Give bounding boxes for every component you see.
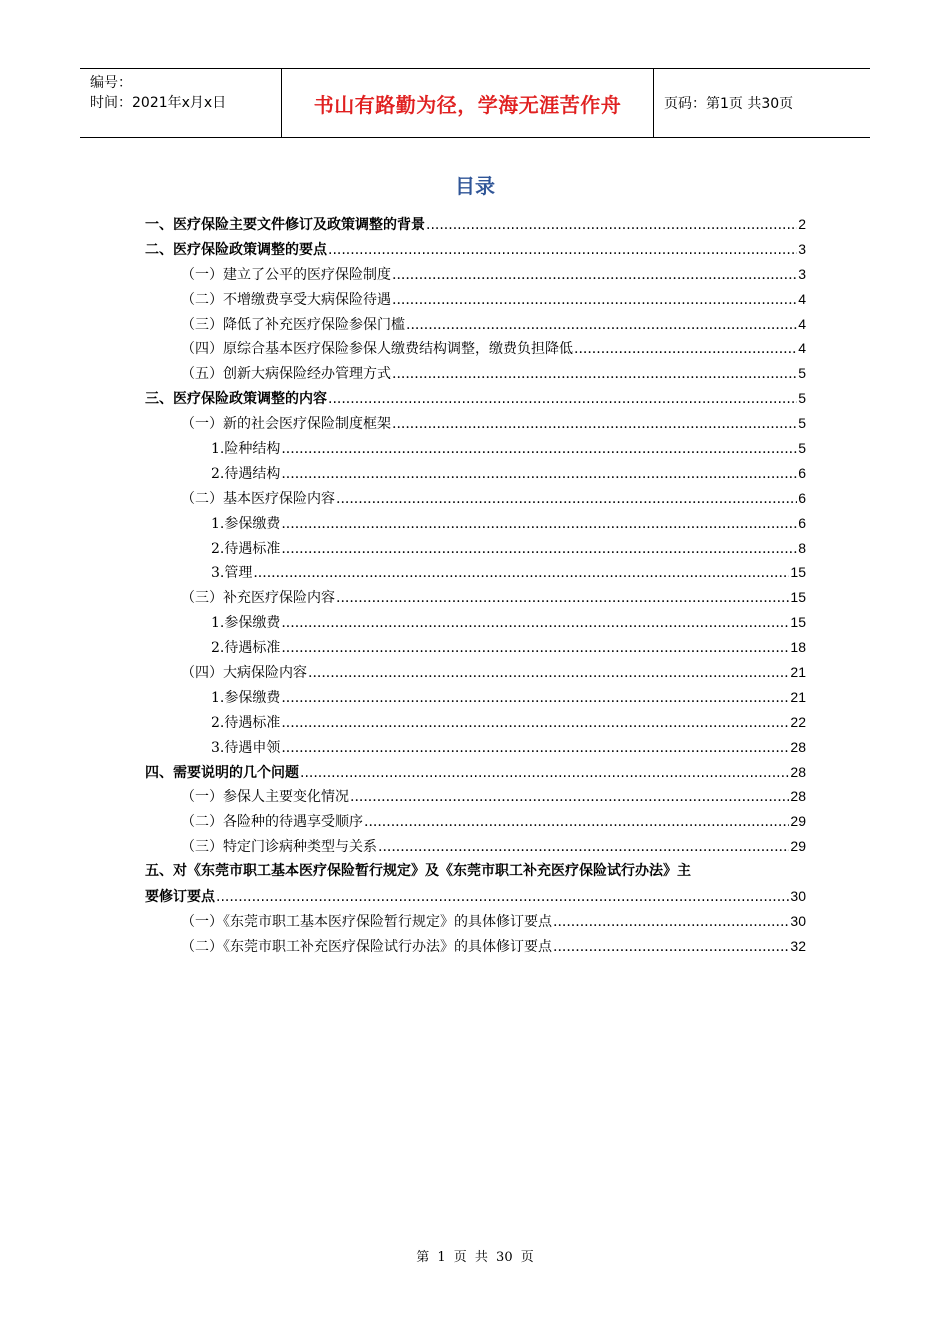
toc-entry[interactable] [145,809,806,834]
toc-entry[interactable] [145,436,806,461]
toc-entry-text: （二）基本医疗保险内容 [181,490,335,507]
header-motto: 书山有路勤为径，学海无涯苦作舟 [282,69,654,137]
toc-entry-text: （四）原综合基本医疗保险参保人缴费结构调整，缴费负担降低 [181,341,573,358]
toc-entry[interactable] [145,237,806,262]
toc-leader-dots [281,711,789,736]
toc-entry[interactable] [145,212,806,237]
toc-leader-dots [392,263,797,288]
toc-leader-dots [378,835,789,860]
toc-entry-text: 1.参保缴费 [211,515,281,532]
toc-entry-text: 五、对《东莞市职工基本医疗保险暂行规定》及《东莞市职工补充医疗保险试行办法》主 [145,863,691,880]
toc-entry[interactable] [145,536,806,561]
toc-entry-text: 2.待遇结构 [211,465,281,482]
toc-entry[interactable] [145,461,806,486]
toc-leader-dots [281,437,797,462]
toc-entry-text: （一）建立了公平的医疗保险制度 [181,266,391,283]
toc-entry-page: 5 [798,390,806,407]
toc-entry-page: 8 [798,539,806,556]
toc-entry-text: （一）《东莞市职工基本医疗保险暂行规定》的具体修订要点 [181,913,552,930]
toc-entry-page: 30 [790,888,806,905]
toc-entry[interactable] [145,511,806,536]
toc-entry-text: 3.管理 [211,565,253,582]
toc-entry-page: 18 [790,639,806,656]
toc-leader-dots [328,387,797,412]
toc-entry[interactable] [145,660,806,685]
toc-entry[interactable] [145,635,806,660]
toc-entry-text: 1.参保缴费 [211,689,281,706]
toc-entry[interactable] [145,610,806,635]
toc-leader-dots [392,362,797,387]
toc-entry-text: （二）不增缴费享受大病保险待遇 [181,291,391,308]
toc-entry-page: 15 [790,564,806,581]
toc-entry-page: 29 [790,813,806,830]
toc-leader-dots [406,313,797,338]
toc-entry[interactable] [145,560,806,585]
toc-entry-text: （一）新的社会医疗保险制度框架 [181,416,391,433]
page-header [80,68,870,138]
toc-entry-page: 28 [790,763,806,780]
toc-entry-page: 5 [798,365,806,382]
toc-entry-page: 3 [798,265,806,282]
toc-entry-page: 3 [798,240,806,257]
toc-entry-text: 一、医疗保险主要文件修订及政策调整的背景 [145,217,425,233]
toc-entry-text: （三）补充医疗保险内容 [181,590,335,607]
toc-leader-dots [308,661,789,686]
toc-entry-page: 5 [798,440,806,457]
table-of-contents [145,212,806,959]
toc-leader-dots [336,487,797,512]
toc-entry[interactable] [145,411,806,436]
toc-entry-text: （三）特定门诊病种类型与关系 [181,839,377,856]
toc-entry-text: （二）各险种的待遇享受顺序 [181,814,363,831]
toc-entry-text: 三、医疗保险政策调整的内容 [145,391,327,408]
toc-entry-text: 二、医疗保险政策调整的要点 [145,241,327,258]
header-page-info: 页码：第1页 共30页 [664,96,794,112]
toc-leader-dots [281,686,789,711]
toc-leader-dots [553,910,789,935]
toc-entry[interactable] [145,336,806,361]
toc-leader-dots [300,761,789,786]
toc-entry-text: （一）参保人主要变化情况 [181,789,349,806]
toc-entry-page: 15 [790,589,806,606]
toc-entry-page: 30 [790,912,806,929]
document-time-label: 时间：2021年x月x日 [90,95,227,111]
document-number-label: 编号： [90,75,132,91]
toc-entry-text: （二）《东莞市职工补充医疗保险试行办法》的具体修订要点 [181,938,552,955]
toc-entry-text: 2.待遇标准 [211,540,281,557]
toc-entry-text: 2.待遇标准 [211,640,281,657]
toc-entry[interactable] [145,312,806,337]
toc-entry-text: 1.参保缴费 [211,615,281,632]
toc-entry[interactable] [145,859,806,909]
toc-leader-dots [281,462,797,487]
toc-entry[interactable] [145,909,806,934]
toc-entry-text: （五）创新大病保险经办管理方式 [181,366,391,383]
toc-entry-page: 6 [798,514,806,531]
toc-entry[interactable] [145,735,806,760]
toc-entry-page: 21 [790,664,806,681]
toc-entry-page: 28 [790,738,806,755]
toc-entry-page: 6 [798,464,806,481]
toc-leader-dots [281,512,797,537]
toc-leader-dots [364,810,789,835]
toc-entry-text: 3.待遇申领 [211,739,281,756]
toc-entry[interactable] [145,486,806,511]
toc-entry[interactable] [145,784,806,809]
toc-entry[interactable] [145,934,806,959]
toc-entry[interactable] [145,710,806,735]
toc-entry-page: 4 [798,315,806,332]
toc-entry-page: 28 [790,788,806,805]
toc-entry[interactable] [145,834,806,859]
toc-leader-dots [216,885,789,910]
toc-leader-dots [574,337,797,362]
toc-entry[interactable] [145,760,806,785]
toc-entry-page: 29 [790,838,806,855]
toc-entry-page: 4 [798,290,806,307]
toc-entry-text: 四、需要说明的几个问题 [145,764,299,781]
toc-entry-page: 21 [790,688,806,705]
toc-entry-text: （三）降低了补充医疗保险参保门槛 [181,316,405,333]
toc-entry-page: 5 [798,415,806,432]
toc-entry[interactable] [145,585,806,610]
toc-entry[interactable] [145,685,806,710]
toc-leader-dots [253,561,789,586]
toc-entry[interactable] [145,361,806,386]
toc-entry-page: 32 [790,937,806,954]
toc-leader-dots [328,238,797,263]
toc-title: 目录 [455,174,495,198]
page-footer: 第 1 页 共 30 页 [416,1250,534,1265]
header-info-cell [80,69,282,137]
toc-entry-page: 6 [798,489,806,506]
toc-leader-dots [281,736,789,761]
toc-entry-text: 2.待遇标准 [211,714,281,731]
toc-entry-page: 15 [790,614,806,631]
toc-entry-page: 22 [790,713,806,730]
toc-leader-dots [392,412,797,437]
toc-entry-page: 2 [798,216,806,232]
toc-entry-text: （四）大病保险内容 [181,665,307,682]
toc-entry-text-continued: 要修订要点 [145,889,215,906]
toc-entry-text: 1.险种结构 [211,441,281,458]
toc-leader-dots [281,636,789,661]
toc-leader-dots [336,586,789,611]
toc-leader-dots [350,785,789,810]
toc-entry[interactable] [145,386,806,411]
toc-entry[interactable] [145,287,806,312]
toc-leader-dots [392,288,797,313]
toc-leader-dots [281,537,797,562]
toc-entry[interactable] [145,262,806,287]
toc-leader-dots [553,935,789,960]
toc-leader-dots [281,611,789,636]
toc-leader-dots [426,213,797,238]
toc-entry-page: 4 [798,340,806,357]
